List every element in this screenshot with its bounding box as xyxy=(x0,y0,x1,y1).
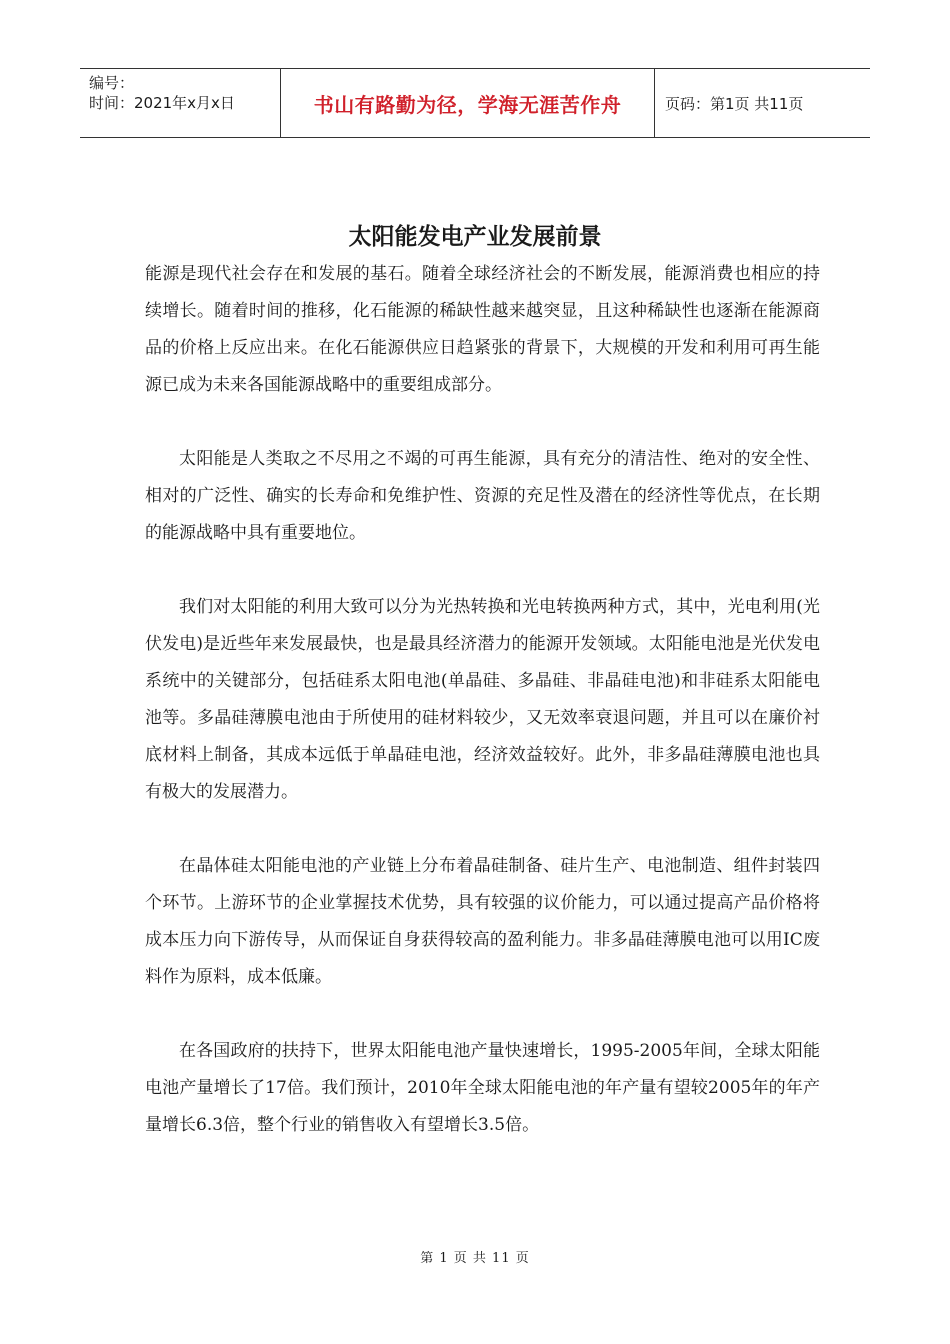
paragraph-2: 太阳能是人类取之不尽用之不竭的可再生能源，具有充分的清洁性、绝对的安全性、相对的广泛性、确实的长寿命和免维护性、资源的充足性及潜在的经济性等优点，在长期的能源战略中具有重要地位。 xyxy=(145,449,820,543)
serial-label: 编号： xyxy=(89,74,135,92)
header-meta xyxy=(80,69,281,137)
document-title: 太阳能发电产业发展前景 xyxy=(348,224,602,250)
document-body xyxy=(145,256,820,1144)
paragraph-4: 在晶体硅太阳能电池的产业链上分布着晶硅制备、硅片生产、电池制造、组件封装四个环节。上游环节的企业掌握技术优势，具有较强的议价能力，可以通过提高产品价格将成本压力向下游传导，从而保证自身获得较高的盈利能力。非多晶硅薄膜电池可以用IC废料作为原料，成本低廉。 xyxy=(145,856,820,987)
paragraph-1: 能源是现代社会存在和发展的基石。随着全球经济社会的不断发展，能源消费也相应的持续增长。随着时间的推移，化石能源的稀缺性越来越突显，且这种稀缺性也逐渐在能源商品的价格上反应出来。在化石能源供应日趋紧张的背景下，大规模的开发和利用可再生能源已成为未来各国能源战略中的重要组成部分。 xyxy=(145,264,820,395)
time-line: 时间：2021年x月x日 xyxy=(89,94,235,112)
paragraph-5: 在各国政府的扶持下，世界太阳能电池产量快速增长，1995-2005年间，全球太阳能电池产量增长了17倍。我们预计，2010年全球太阳能电池的年产量有望较2005年的年产量增长6.3倍，整个行业的销售收入有望增长3.5倍。 xyxy=(145,1041,820,1135)
header-page-info: 页码：第1页 共11页 xyxy=(665,94,804,113)
page-footer: 第 1 页 共 11 页 xyxy=(420,1251,530,1266)
paragraph-3: 我们对太阳能的利用大致可以分为光热转换和光电转换两种方式，其中，光电利用(光伏发电)是近些年来发展最快，也是最具经济潜力的能源开发领域。太阳能电池是光伏发电系统中的关键部分，包括硅系太阳电池(单晶硅、多晶硅、非晶硅电池)和非硅系太阳能电池等。多晶硅薄膜电池由于所使用的硅材料较少，又无效率衰退问题，并且可以在廉价衬底材料上制备，其成本远低于单晶硅电池，经济效益较好。此外，非多晶硅薄膜电池也具有极大的发展潜力。 xyxy=(145,597,820,802)
header-motto: 书山有路勤为径，学海无涯苦作舟 xyxy=(281,69,655,137)
page-header xyxy=(80,68,870,138)
